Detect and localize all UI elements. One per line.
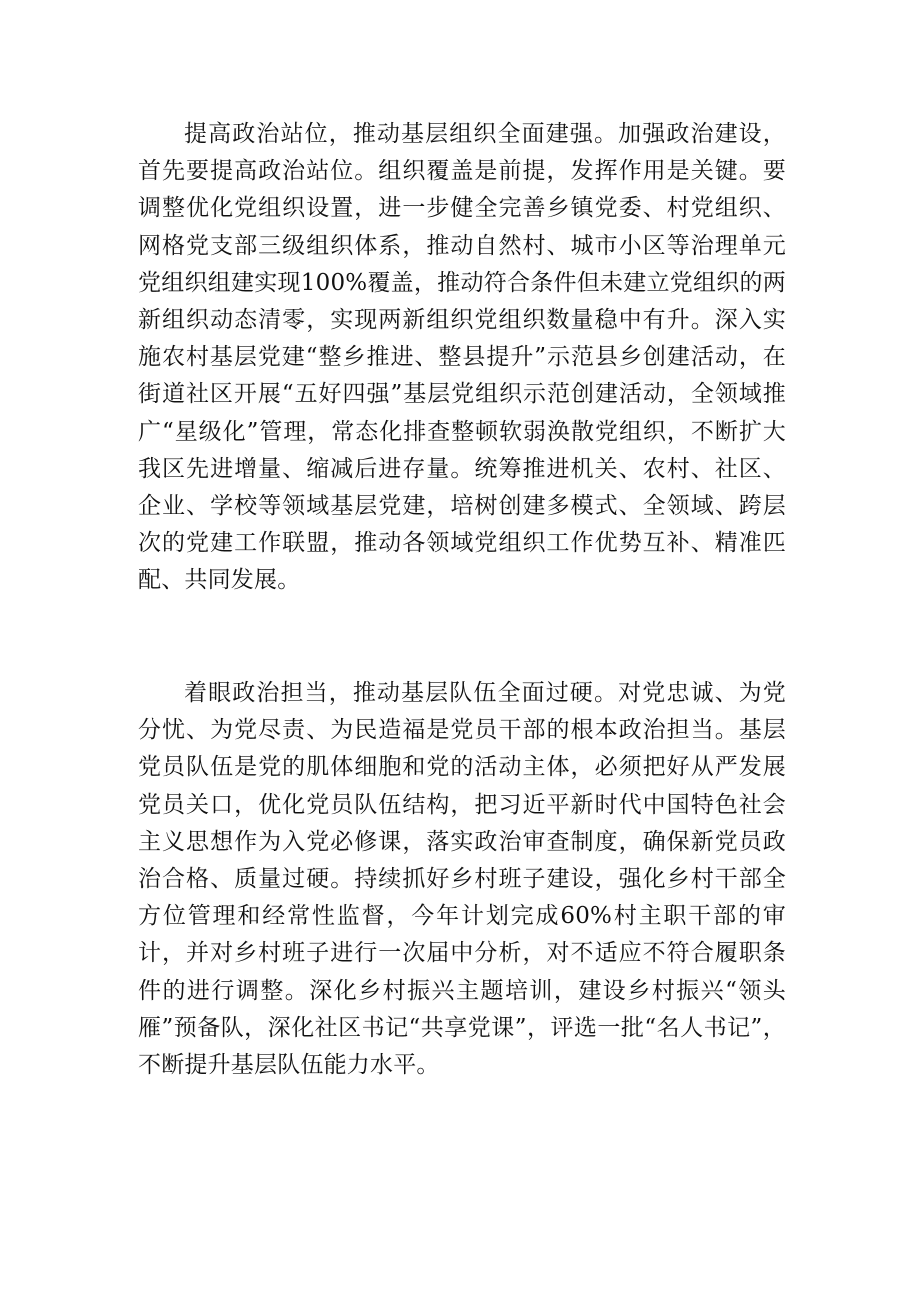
paragraph-team-building: 着眼政治担当，推动基层队伍全面过硬。对党忠诚、为党分忧、为党尽责、为民造福是党员干部的根本政治担当。基层党员队伍是党的肌体细胞和党的活动主体，必须把好从严发展党员关口，优化党员队伍结构，把习近平新时代中国特色社会主义思想作为入党必修课，落实政治审查制度，确保新党员政治合格、质量过硬。持续抓好乡村班子建设，强化乡村干部全方位管理和经常性监督，今年计划完成60%村主职干部的审计，并对乡村班子进行一次届中分析，对不适应不符合履职条件的进行调整。深化乡村振兴主题培训，建设乡村振兴“领头雁”预备队，深化社区书记“共享党课”，评选一批“名人书记”，不断提升基层队伍能力水平。 [138, 680, 786, 1079]
paragraph-organization-building: 提高政治站位，推动基层组织全面建强。加强政治建设，首先要提高政治站位。组织覆盖是前提，发挥作用是关键。要调整优化党组织设置，进一步健全完善乡镇党委、村党组织、网格党支部三级组织体系，推动自然村、城市小区等治理单元党组织组建实现100%覆盖，推动符合条件但未建立党组织的两新组织动态清零，实现两新组织党组织数量稳中有升。深入实施农村基层党建“整乡推进、整县提升”示范县乡创建活动，在街道社区开展“五好四强”基层党组织示范创建活动，全领域推广“星级化”管理，常态化排查整顿软弱涣散党组织，不断扩大我区先进增量、缩减后进存量。统筹推进机关、农村、社区、企业、学校等领域基层党建，培树创建多模式、全领域、跨层次的党建工作联盟，推动各领域党组织工作优势互补、精准匹配、共同发展。 [138, 121, 786, 594]
